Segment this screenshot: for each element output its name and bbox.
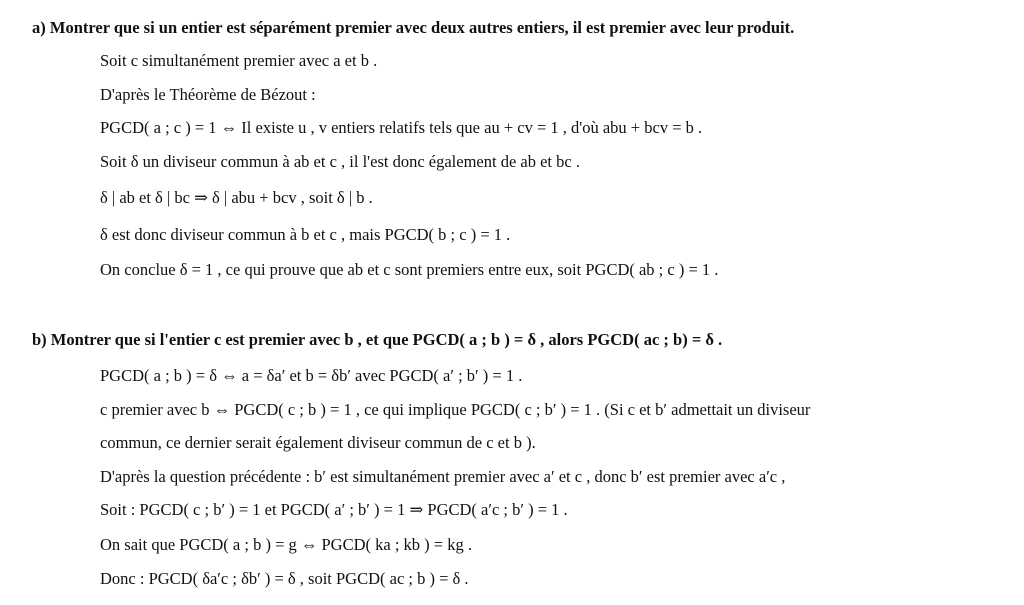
section-b-line-6: On sait que PGCD( a ; b ) = g ⇔ PGCD( ka ; kb ) = kg . bbox=[100, 535, 472, 554]
section-b-line-4: D'après la question précédente : b′ est simultanément premier avec a′ et c , donc b′ est premier avec a′c , bbox=[100, 467, 786, 486]
section-a-line-6: δ est donc diviseur commun à b et c , mais PGCD( b ; c ) = 1 . bbox=[100, 225, 511, 244]
section-a-line-3: PGCD( a ; c ) = 1 ⇔ Il existe u , v entiers relatifs tels que au + cv = 1 , d'où abu + bcv = b . bbox=[100, 118, 703, 137]
section-a-line-5: δ | ab et δ | bc ⇒ δ | abu + bcv , soit δ | b . bbox=[100, 188, 373, 207]
section-b-line-5: Soit : PGCD( c ; b′ ) = 1 et PGCD( a′ ; b′ ) = 1 ⇒ PGCD( a′c ; b′ ) = 1 . bbox=[100, 500, 568, 519]
section-a-line-4: Soit δ un diviseur commun à ab et c , il l'est donc également de ab et bc . bbox=[100, 152, 580, 171]
section-b-line-7: Donc : PGCD( δa′c ; δb′ ) = δ , soit PGCD( ac ; b ) = δ . bbox=[100, 569, 469, 588]
section-b-line-2: c premier avec b ⇔ PGCD( c ; b ) = 1 , ce qui implique PGCD( c ; b′ ) = 1 . (Si c et b′ admettait un diviseur bbox=[100, 400, 811, 419]
section-a-line-2: D'après le Théorème de Bézout : bbox=[100, 85, 316, 104]
section-b-line-1: PGCD( a ; b ) = δ ⇔ a = δa′ et b = δb′ avec PGCD( a′ ; b′ ) = 1 . bbox=[100, 366, 523, 385]
section-a-line-1: Soit c simultanément premier avec a et b . bbox=[100, 51, 378, 70]
section-b-line-3: commun, ce dernier serait également diviseur commun de c et b ). bbox=[100, 433, 536, 452]
section-a-heading: a) Montrer que si un entier est séparément premier avec deux autres entiers, il est premier avec leur produit. bbox=[32, 18, 795, 37]
section-a-line-7: On conclue δ = 1 , ce qui prouve que ab et c sont premiers entre eux, soit PGCD( ab ; c ) = 1 . bbox=[100, 260, 719, 279]
section-b-heading: b) Montrer que si l'entier c est premier avec b , et que PGCD( a ; b ) = δ , alors PGCD( ac ; b) = δ . bbox=[32, 330, 723, 349]
